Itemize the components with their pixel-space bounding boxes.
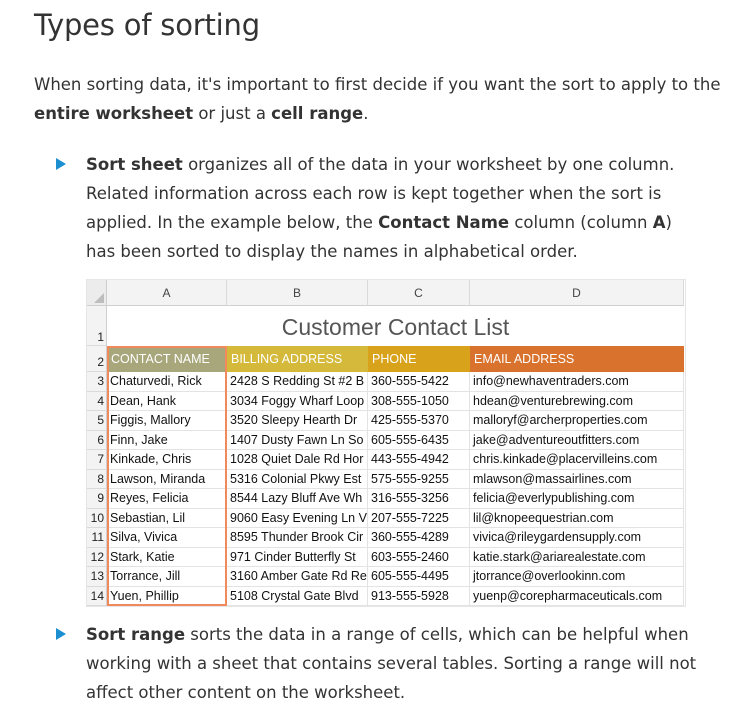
table-cell: hdean@venturebrewing.com	[470, 392, 684, 412]
table-cell: Figgis, Mallory	[107, 411, 227, 431]
table-cell: 308-555-1050	[368, 392, 470, 412]
row-header: 9	[87, 489, 107, 509]
row-header: 12	[87, 548, 107, 568]
table-cell: Chaturvedi, Rick	[107, 372, 227, 392]
page-title: Types of sorting	[34, 8, 260, 42]
table-cell: Yuen, Phillip	[107, 587, 227, 607]
column-header-d: D	[470, 280, 684, 306]
header-cell: EMAIL ADDRESS	[470, 346, 684, 372]
table-cell: 605-555-6435	[368, 431, 470, 451]
table-cell: Torrance, Jill	[107, 567, 227, 587]
table-cell: 360-555-4289	[368, 528, 470, 548]
table-cell: Dean, Hank	[107, 392, 227, 412]
intro-paragraph	[34, 70, 734, 128]
table-cell: lil@knopeequestrian.com	[470, 509, 684, 529]
bullet-sort-sheet-text	[86, 150, 706, 266]
table-cell: 3160 Amber Gate Rd Re	[227, 567, 368, 587]
bullet1-bold-3: A	[652, 213, 666, 232]
table-cell: info@newhaventraders.com	[470, 372, 684, 392]
row-header: 3	[87, 372, 107, 392]
row-header: 5	[87, 411, 107, 431]
table-cell: jtorrance@overlookinn.com	[470, 567, 684, 587]
table-cell: 3520 Sleepy Hearth Dr	[227, 411, 368, 431]
bullet-sort-range-text	[86, 620, 706, 707]
table-cell: 971 Cinder Butterfly St	[227, 548, 368, 568]
bullet1-bold-1: Sort sheet	[86, 155, 183, 174]
column-header-c: C	[368, 280, 470, 306]
select-all-corner	[87, 280, 107, 306]
table-cell: 603-555-2460	[368, 548, 470, 568]
bullet1-text-1: organizes all of the data in your worksheet by one column. Related information across each row is kept together when the sort is applied. In the example below, the	[86, 155, 675, 232]
intro-text-3: .	[363, 104, 369, 123]
bullet-sort-range	[56, 620, 706, 707]
bullet2-bold-1: Sort range	[86, 625, 186, 644]
table-cell: 605-555-4495	[368, 567, 470, 587]
table-cell: 3034 Foggy Wharf Loop	[227, 392, 368, 412]
table-cell: 8595 Thunder Brook Cir	[227, 528, 368, 548]
table-cell: malloryf@archerproperties.com	[470, 411, 684, 431]
table-cell: 575-555-9255	[368, 470, 470, 490]
row-header: 13	[87, 567, 107, 587]
table-cell: Reyes, Felicia	[107, 489, 227, 509]
spreadsheet-image	[86, 279, 686, 607]
row-header: 2	[87, 346, 107, 372]
table-cell: 443-555-4942	[368, 450, 470, 470]
row-header: 4	[87, 392, 107, 412]
bullet1-text-2: column (column	[509, 213, 653, 232]
column-header-b: B	[227, 280, 368, 306]
table-cell: felicia@everlypublishing.com	[470, 489, 684, 509]
triangle-bullet-icon	[56, 628, 66, 640]
bullet1-bold-2: Contact Name	[378, 213, 510, 232]
table-cell: vivica@rileygardensupply.com	[470, 528, 684, 548]
row-header: 14	[87, 587, 107, 607]
row-header: 7	[87, 450, 107, 470]
bullet1-text-3: ) has been sorted to display the names in alphabetical order.	[86, 213, 672, 261]
table-cell: 9060 Easy Evening Ln V	[227, 509, 368, 529]
table-cell: yuenp@corepharmaceuticals.com	[470, 587, 684, 607]
intro-text-1: When sorting data, it's important to first decide if you want the sort to apply to the	[34, 75, 721, 94]
table-cell: 8544 Lazy Bluff Ave Wh	[227, 489, 368, 509]
table-cell: jake@adventureoutfitters.com	[470, 431, 684, 451]
table-cell: 316-555-3256	[368, 489, 470, 509]
table-cell: 425-555-5370	[368, 411, 470, 431]
intro-text-2: or just a	[193, 104, 272, 123]
table-cell: 913-555-5928	[368, 587, 470, 607]
table-cell: Finn, Jake	[107, 431, 227, 451]
table-cell: 1407 Dusty Fawn Ln So	[227, 431, 368, 451]
table-cell: 5108 Crystal Gate Blvd	[227, 587, 368, 607]
table-cell: mlawson@massairlines.com	[470, 470, 684, 490]
table-cell: 5316 Colonial Pkwy Est	[227, 470, 368, 490]
row-header: 8	[87, 470, 107, 490]
table-cell: Kinkade, Chris	[107, 450, 227, 470]
row-header: 11	[87, 528, 107, 548]
bullet2-text-1: sorts the data in a range of cells, which can be helpful when working with a sheet that contains several tables. Sorting a range will not affect other content on the worksheet.	[86, 625, 697, 702]
table-cell: Silva, Vivica	[107, 528, 227, 548]
table-cell: Lawson, Miranda	[107, 470, 227, 490]
table-cell: 1028 Quiet Dale Rd Hor	[227, 450, 368, 470]
table-cell: 2428 S Redding St #2 B	[227, 372, 368, 392]
column-header-a: A	[107, 280, 227, 306]
header-cell: BILLING ADDRESS	[227, 346, 368, 372]
bullet-sort-sheet	[56, 150, 706, 266]
header-cell: PHONE	[368, 346, 470, 372]
sheet-title: Customer Contact List	[281, 314, 510, 340]
intro-bold-1: entire worksheet	[34, 104, 194, 123]
triangle-bullet-icon	[56, 158, 66, 170]
row-header: 10	[87, 509, 107, 529]
row-header: 6	[87, 431, 107, 451]
table-cell: 207-555-7225	[368, 509, 470, 529]
table-cell: katie.stark@ariarealestate.com	[470, 548, 684, 568]
table-cell: chris.kinkade@placervilleins.com	[470, 450, 684, 470]
table-cell: Stark, Katie	[107, 548, 227, 568]
header-cell: CONTACT NAME	[107, 346, 227, 372]
intro-bold-2: cell range	[271, 104, 364, 123]
table-cell: 360-555-5422	[368, 372, 470, 392]
table-cell: Sebastian, Lil	[107, 509, 227, 529]
row-header: 1	[87, 306, 107, 346]
